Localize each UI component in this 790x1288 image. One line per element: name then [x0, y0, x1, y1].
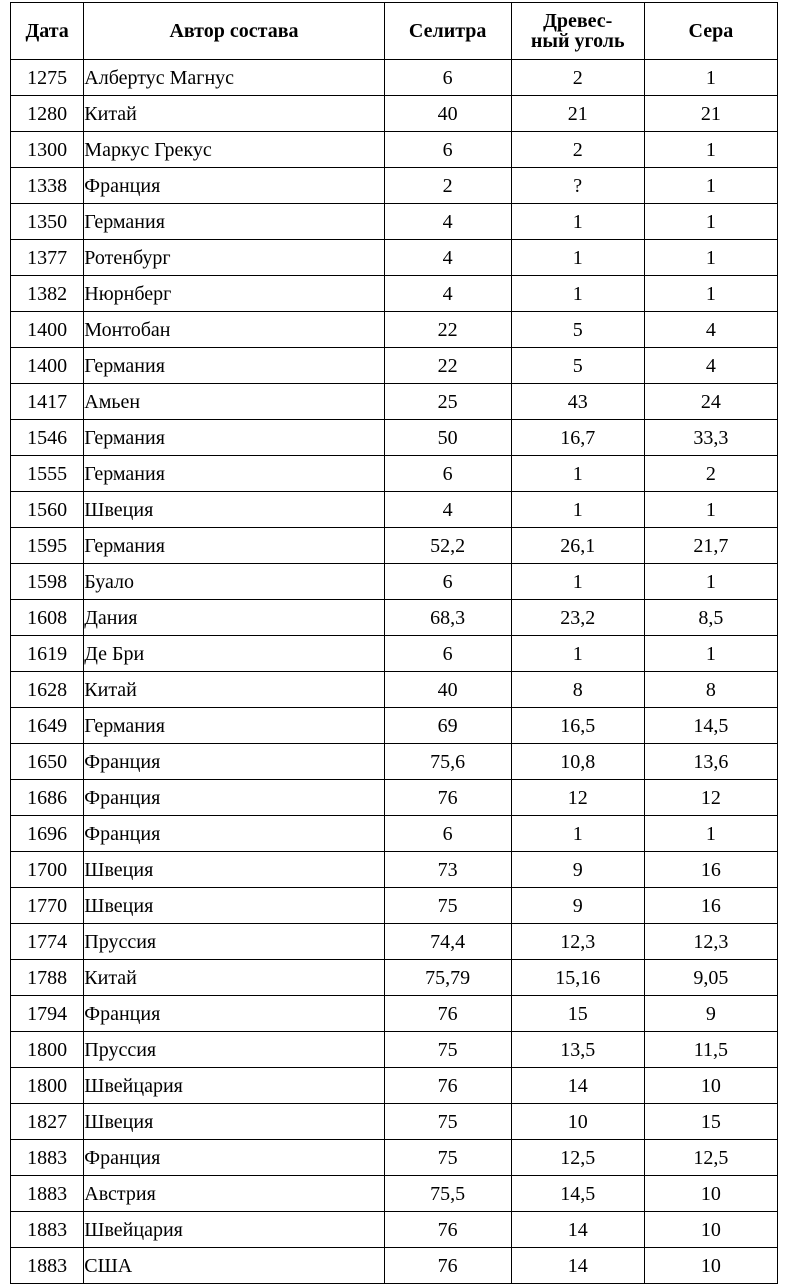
cell-author: Дания: [84, 600, 384, 636]
cell-date: 1382: [11, 276, 84, 312]
cell-author: Германия: [84, 348, 384, 384]
cell-saltpeter: 4: [384, 240, 511, 276]
cell-date: 1883: [11, 1140, 84, 1176]
table-row: [11, 564, 778, 600]
cell-author: Германия: [84, 420, 384, 456]
cell-date: 1555: [11, 456, 84, 492]
cell-sulphur: 4: [644, 312, 777, 348]
cell-date: 1377: [11, 240, 84, 276]
cell-date: 1770: [11, 888, 84, 924]
table-row: [11, 60, 778, 96]
cell-author: Германия: [84, 204, 384, 240]
cell-sulphur: 1: [644, 204, 777, 240]
cell-author: Швеция: [84, 1104, 384, 1140]
cell-date: 1788: [11, 960, 84, 996]
cell-saltpeter: 25: [384, 384, 511, 420]
cell-date: 1546: [11, 420, 84, 456]
table-row: [11, 1248, 778, 1284]
cell-sulphur: 8: [644, 672, 777, 708]
cell-saltpeter: 40: [384, 672, 511, 708]
cell-author: Франция: [84, 780, 384, 816]
cell-date: 1649: [11, 708, 84, 744]
cell-author: Германия: [84, 528, 384, 564]
cell-charcoal: 10,8: [511, 744, 644, 780]
cell-saltpeter: 74,4: [384, 924, 511, 960]
cell-charcoal: 12: [511, 780, 644, 816]
cell-sulphur: 2: [644, 456, 777, 492]
cell-saltpeter: 76: [384, 996, 511, 1032]
cell-sulphur: 1: [644, 492, 777, 528]
table-row: [11, 132, 778, 168]
cell-saltpeter: 4: [384, 204, 511, 240]
cell-author: Швейцария: [84, 1068, 384, 1104]
cell-saltpeter: 75: [384, 888, 511, 924]
cell-sulphur: 16: [644, 852, 777, 888]
cell-saltpeter: 4: [384, 492, 511, 528]
cell-charcoal: 14: [511, 1212, 644, 1248]
cell-charcoal: 26,1: [511, 528, 644, 564]
cell-author: США: [84, 1248, 384, 1284]
cell-charcoal: 14: [511, 1068, 644, 1104]
cell-date: 1280: [11, 96, 84, 132]
column-header-charcoal: [511, 3, 644, 60]
cell-charcoal: 16,5: [511, 708, 644, 744]
cell-date: 1400: [11, 312, 84, 348]
cell-saltpeter: 6: [384, 132, 511, 168]
table-row: [11, 528, 778, 564]
cell-author: Китай: [84, 672, 384, 708]
cell-sulphur: 1: [644, 60, 777, 96]
cell-date: 1774: [11, 924, 84, 960]
cell-sulphur: 9: [644, 996, 777, 1032]
cell-saltpeter: 6: [384, 60, 511, 96]
cell-charcoal: 2: [511, 132, 644, 168]
table-row: [11, 168, 778, 204]
column-header-date: Дата: [11, 3, 84, 60]
cell-charcoal: 1: [511, 816, 644, 852]
cell-charcoal: 12,3: [511, 924, 644, 960]
cell-sulphur: 33,3: [644, 420, 777, 456]
cell-date: 1700: [11, 852, 84, 888]
cell-author: Франция: [84, 1140, 384, 1176]
cell-charcoal: 1: [511, 276, 644, 312]
table-row: [11, 96, 778, 132]
cell-charcoal: 21: [511, 96, 644, 132]
cell-sulphur: 4: [644, 348, 777, 384]
cell-charcoal: 1: [511, 636, 644, 672]
cell-author: Нюрнберг: [84, 276, 384, 312]
cell-author: Китай: [84, 96, 384, 132]
table-row: [11, 1032, 778, 1068]
cell-sulphur: 13,6: [644, 744, 777, 780]
table-row: [11, 708, 778, 744]
cell-charcoal: 15: [511, 996, 644, 1032]
table-row: [11, 780, 778, 816]
cell-saltpeter: 40: [384, 96, 511, 132]
cell-saltpeter: 76: [384, 1212, 511, 1248]
cell-saltpeter: 68,3: [384, 600, 511, 636]
cell-saltpeter: 4: [384, 276, 511, 312]
cell-saltpeter: 2: [384, 168, 511, 204]
cell-charcoal: ?: [511, 168, 644, 204]
cell-charcoal: 23,2: [511, 600, 644, 636]
cell-date: 1338: [11, 168, 84, 204]
cell-sulphur: 8,5: [644, 600, 777, 636]
cell-charcoal: 5: [511, 312, 644, 348]
cell-date: 1350: [11, 204, 84, 240]
cell-charcoal: 1: [511, 204, 644, 240]
cell-saltpeter: 6: [384, 816, 511, 852]
cell-charcoal: 2: [511, 60, 644, 96]
cell-date: 1628: [11, 672, 84, 708]
cell-author: Китай: [84, 960, 384, 996]
table-row: [11, 276, 778, 312]
cell-author: Франция: [84, 996, 384, 1032]
cell-date: 1417: [11, 384, 84, 420]
cell-date: 1300: [11, 132, 84, 168]
table-row: [11, 1068, 778, 1104]
table-row: [11, 816, 778, 852]
cell-date: 1883: [11, 1212, 84, 1248]
table-row: [11, 1212, 778, 1248]
cell-saltpeter: 6: [384, 456, 511, 492]
cell-author: Амьен: [84, 384, 384, 420]
cell-saltpeter: 75,79: [384, 960, 511, 996]
cell-saltpeter: 52,2: [384, 528, 511, 564]
table-row: [11, 204, 778, 240]
cell-date: 1560: [11, 492, 84, 528]
cell-saltpeter: 75,5: [384, 1176, 511, 1212]
table-header-row: [11, 3, 778, 60]
cell-saltpeter: 75,6: [384, 744, 511, 780]
cell-author: Франция: [84, 816, 384, 852]
cell-charcoal: 13,5: [511, 1032, 644, 1068]
cell-date: 1883: [11, 1248, 84, 1284]
cell-saltpeter: 6: [384, 564, 511, 600]
cell-date: 1595: [11, 528, 84, 564]
table-row: [11, 960, 778, 996]
cell-author: Албертус Магнус: [84, 60, 384, 96]
cell-saltpeter: 75: [384, 1032, 511, 1068]
cell-sulphur: 12,5: [644, 1140, 777, 1176]
cell-date: 1619: [11, 636, 84, 672]
cell-date: 1400: [11, 348, 84, 384]
cell-saltpeter: 76: [384, 1068, 511, 1104]
cell-charcoal: 14: [511, 1248, 644, 1284]
cell-saltpeter: 75: [384, 1104, 511, 1140]
cell-date: 1827: [11, 1104, 84, 1140]
gunpowder-composition-table: [10, 2, 778, 1284]
cell-author: Буало: [84, 564, 384, 600]
table-row: [11, 312, 778, 348]
cell-date: 1650: [11, 744, 84, 780]
cell-author: Германия: [84, 456, 384, 492]
cell-charcoal: 12,5: [511, 1140, 644, 1176]
column-header-author: Автор состава: [84, 3, 384, 60]
cell-saltpeter: 69: [384, 708, 511, 744]
cell-charcoal: 8: [511, 672, 644, 708]
cell-sulphur: 9,05: [644, 960, 777, 996]
cell-sulphur: 10: [644, 1068, 777, 1104]
cell-saltpeter: 22: [384, 348, 511, 384]
cell-author: Швеция: [84, 492, 384, 528]
cell-charcoal: 9: [511, 852, 644, 888]
cell-sulphur: 24: [644, 384, 777, 420]
cell-author: Австрия: [84, 1176, 384, 1212]
table-row: [11, 492, 778, 528]
cell-sulphur: 1: [644, 240, 777, 276]
cell-date: 1794: [11, 996, 84, 1032]
table-row: [11, 888, 778, 924]
table-row: [11, 1176, 778, 1212]
cell-sulphur: 1: [644, 564, 777, 600]
cell-charcoal: 1: [511, 492, 644, 528]
cell-author: Франция: [84, 168, 384, 204]
cell-date: 1800: [11, 1068, 84, 1104]
cell-date: 1598: [11, 564, 84, 600]
column-header-charcoal-line2: ный уголь: [530, 30, 625, 52]
cell-sulphur: 12: [644, 780, 777, 816]
table-row: [11, 744, 778, 780]
cell-date: 1800: [11, 1032, 84, 1068]
table-row: [11, 672, 778, 708]
cell-saltpeter: 6: [384, 636, 511, 672]
cell-charcoal: 15,16: [511, 960, 644, 996]
cell-saltpeter: 76: [384, 1248, 511, 1284]
table-body: [11, 60, 778, 1284]
cell-sulphur: 1: [644, 132, 777, 168]
column-header-sulphur: Сера: [644, 3, 777, 60]
cell-date: 1883: [11, 1176, 84, 1212]
cell-author: Швеция: [84, 888, 384, 924]
table-header: [11, 3, 778, 60]
table-row: [11, 600, 778, 636]
cell-author: Пруссия: [84, 1032, 384, 1068]
cell-date: 1608: [11, 600, 84, 636]
cell-sulphur: 1: [644, 636, 777, 672]
cell-author: Швейцария: [84, 1212, 384, 1248]
cell-sulphur: 15: [644, 1104, 777, 1140]
cell-sulphur: 11,5: [644, 1032, 777, 1068]
cell-charcoal: 16,7: [511, 420, 644, 456]
table-row: [11, 384, 778, 420]
cell-author: Пруссия: [84, 924, 384, 960]
cell-date: 1686: [11, 780, 84, 816]
cell-sulphur: 1: [644, 816, 777, 852]
cell-charcoal: 14,5: [511, 1176, 644, 1212]
cell-charcoal: 10: [511, 1104, 644, 1140]
table-row: [11, 996, 778, 1032]
cell-date: 1696: [11, 816, 84, 852]
cell-author: Де Бри: [84, 636, 384, 672]
cell-sulphur: 21: [644, 96, 777, 132]
table-row: [11, 1104, 778, 1140]
cell-saltpeter: 76: [384, 780, 511, 816]
table-row: [11, 240, 778, 276]
table-row: [11, 1140, 778, 1176]
cell-charcoal: 5: [511, 348, 644, 384]
cell-sulphur: 12,3: [644, 924, 777, 960]
cell-date: 1275: [11, 60, 84, 96]
table-row: [11, 456, 778, 492]
cell-charcoal: 1: [511, 240, 644, 276]
table-row: [11, 420, 778, 456]
cell-sulphur: 10: [644, 1176, 777, 1212]
cell-charcoal: 1: [511, 564, 644, 600]
cell-sulphur: 1: [644, 276, 777, 312]
column-header-saltpeter: Селитра: [384, 3, 511, 60]
table-row: [11, 348, 778, 384]
cell-sulphur: 21,7: [644, 528, 777, 564]
cell-sulphur: 10: [644, 1212, 777, 1248]
cell-author: Маркус Грекус: [84, 132, 384, 168]
cell-author: Монтобан: [84, 312, 384, 348]
cell-charcoal: 1: [511, 456, 644, 492]
cell-saltpeter: 75: [384, 1140, 511, 1176]
table-row: [11, 852, 778, 888]
cell-saltpeter: 22: [384, 312, 511, 348]
cell-author: Франция: [84, 744, 384, 780]
cell-saltpeter: 50: [384, 420, 511, 456]
table-row: [11, 636, 778, 672]
cell-sulphur: 14,5: [644, 708, 777, 744]
cell-charcoal: 43: [511, 384, 644, 420]
column-header-charcoal-line1: Древес-: [543, 10, 613, 32]
table-row: [11, 924, 778, 960]
cell-author: Германия: [84, 708, 384, 744]
cell-saltpeter: 73: [384, 852, 511, 888]
cell-charcoal: 9: [511, 888, 644, 924]
cell-author: Ротенбург: [84, 240, 384, 276]
cell-author: Швеция: [84, 852, 384, 888]
cell-sulphur: 16: [644, 888, 777, 924]
cell-sulphur: 1: [644, 168, 777, 204]
cell-sulphur: 10: [644, 1248, 777, 1284]
